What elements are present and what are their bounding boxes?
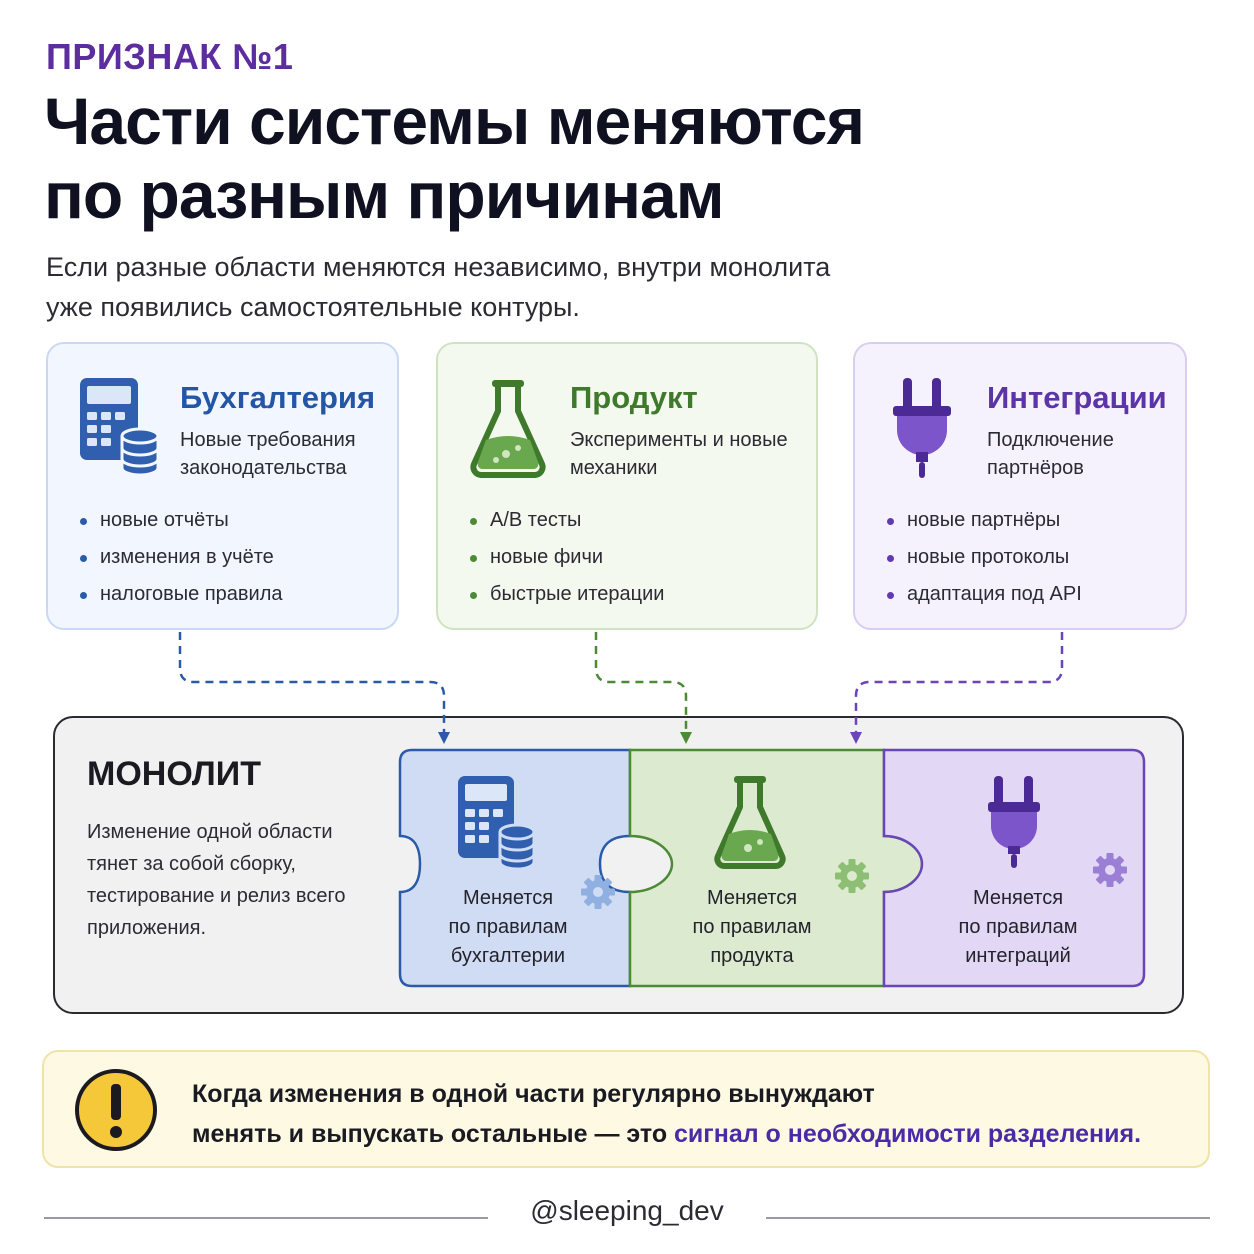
footer-divider-right xyxy=(766,1217,1210,1219)
warning-line-2: менять и выпускать остальные — это xyxy=(192,1120,675,1148)
card-description-line-1: Эксперименты и новые xyxy=(570,429,788,451)
title-line-1: Части системы меняются xyxy=(44,84,864,158)
subtitle-line-1: Если разные области меняются независимо, внутри монолита xyxy=(46,252,831,282)
kicker-label: ПРИЗНАК №1 xyxy=(46,36,294,77)
piece-label-integrations: Меняется по правилам интеграций xyxy=(958,887,1078,967)
list-item: новые протоколы xyxy=(885,539,1082,576)
card-description-line-2: законодательства xyxy=(180,457,347,479)
list-item: новые партнёры xyxy=(885,502,1082,539)
piece-label-product: Меняется по правилам продукта xyxy=(692,887,812,967)
list-item: налоговые правила xyxy=(78,576,283,613)
card-description-line-1: Подключение xyxy=(987,429,1114,451)
subtitle-line-2: уже появились самостоятельные контуры. xyxy=(46,292,580,322)
connector-integrations xyxy=(856,632,1062,738)
footer-divider-left xyxy=(44,1217,488,1219)
card-title: Бухгалтерия xyxy=(180,380,376,415)
list-item: новые отчёты xyxy=(78,502,283,539)
connector-accounting xyxy=(180,632,444,738)
card-description-line-2: партнёров xyxy=(987,457,1084,479)
title-line-2: по разным причинам xyxy=(44,158,724,232)
warning-accent: сигнал о необходимости разделения. xyxy=(674,1120,1142,1148)
connector-product xyxy=(596,632,686,738)
list-item: новые фичи xyxy=(468,539,664,576)
piece-label-accounting: Меняется по правилам бухгалтерии xyxy=(448,887,568,967)
monolith-title: МОНОЛИТ xyxy=(87,755,261,793)
card-title: Продукт xyxy=(570,380,698,415)
exclamation-icon xyxy=(74,1068,158,1152)
card-description-line-2: механики xyxy=(570,457,658,479)
gear-icon xyxy=(835,859,869,893)
list-item: A/B тесты xyxy=(468,502,664,539)
card-description-line-1: Новые требования xyxy=(180,429,356,451)
card-title: Интеграции xyxy=(987,380,1167,415)
warning-text xyxy=(192,1074,1192,1154)
list-item: адаптация под API xyxy=(885,576,1082,613)
gear-icon xyxy=(1093,853,1127,887)
monolith-description: Изменение одной области тянет за собой сборку, тестирование и релиз всего приложения. xyxy=(87,821,346,939)
author-handle: @sleeping_dev xyxy=(530,1195,724,1226)
list-item: изменения в учёте xyxy=(78,539,283,576)
list-item: быстрые итерации xyxy=(468,576,664,613)
warning-line-1: Когда изменения в одной части регулярно вынуждают xyxy=(192,1080,875,1108)
